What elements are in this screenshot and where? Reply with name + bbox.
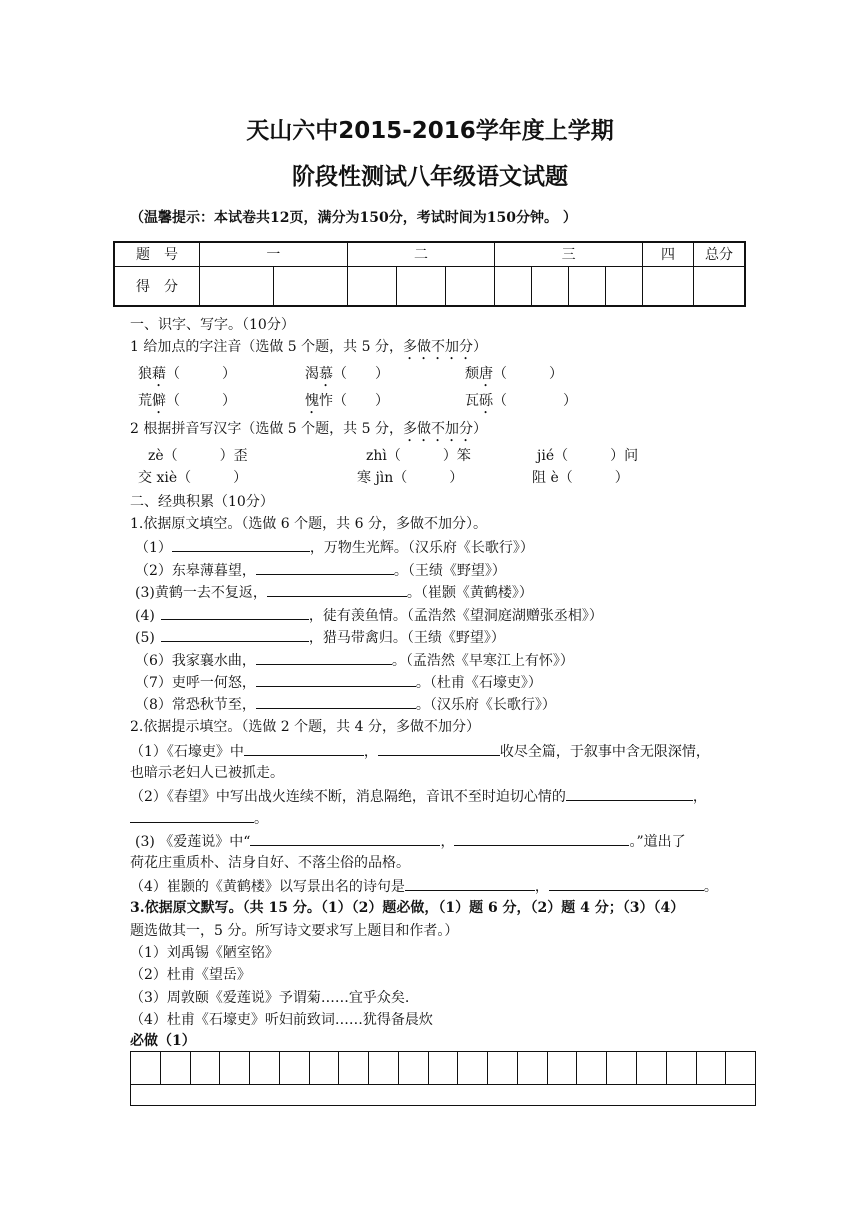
score-cell[interactable] [643, 266, 694, 306]
answer-blank[interactable] [130, 808, 254, 823]
fill-line-2: （2）东皋薄暮望， 。（王绩《野望》） [135, 560, 506, 581]
section2-heading: 二、经典积累（10分） [130, 494, 274, 510]
answer-blank[interactable] [405, 876, 535, 891]
answer-blank[interactable] [454, 831, 629, 846]
grid-cell[interactable] [250, 1052, 280, 1084]
fill-line-7: （7）吏呼一何怒， 。（杜甫《石壕吏》） [135, 672, 542, 693]
answer-blank[interactable] [161, 627, 309, 642]
answer-blank[interactable] [256, 694, 416, 709]
recite-item-4: （4）杜甫《石壕吏》听妇前致词……犹得备晨炊 [130, 1012, 433, 1028]
fill-line-8: （8）常恐秋节至， 。（汉乐府《长歌行》） [135, 694, 556, 715]
writing-grid[interactable] [130, 1051, 756, 1106]
grid-cell[interactable] [399, 1052, 429, 1084]
score-cell[interactable] [347, 266, 396, 306]
pinyin-item-6: 瓦砾（ ） [465, 393, 577, 409]
score-cell[interactable] [569, 266, 606, 306]
hanzi-item-4: 交 xiè（ ） [138, 470, 248, 486]
hanzi-item-3: jié（ ）问 [537, 448, 639, 464]
grid-cell[interactable] [280, 1052, 310, 1084]
answer-blank[interactable] [161, 605, 309, 620]
grid-cell[interactable] [637, 1052, 667, 1084]
grid-cell[interactable] [429, 1052, 459, 1084]
q2-line-5: (3) 《爱莲说》中“ ， 。”道出了 [135, 831, 686, 852]
recite-item-3: （3）周敦颐《爱莲说》予谓菊……宜乎众矣. [130, 990, 410, 1006]
q2-line-3: （2）《春望》中写出战火连续不断，消息隔绝，音讯不至时迫切心情的 ， [130, 786, 707, 807]
score-cell[interactable] [446, 266, 495, 306]
grid-cell[interactable] [518, 1052, 548, 1084]
score-header-total: 总分 [694, 242, 746, 266]
fill-line-4: (4) ，徒有羡鱼情。（孟浩然《望洞庭湖赠张丞相》） [135, 605, 603, 626]
grid-cell[interactable] [161, 1052, 191, 1084]
grid-cell[interactable] [577, 1052, 607, 1084]
q2-line-1: （1）《石壕吏》中 ， 收尽全篇，于叙事中含无限深情， [130, 741, 710, 762]
grid-cell[interactable] [607, 1052, 637, 1084]
answer-blank[interactable] [172, 537, 310, 552]
section1-q1: 1 给加点的字注音（选做 5 个题，共 5 分，多做不加分） [130, 339, 487, 355]
grid-cell[interactable] [220, 1052, 250, 1084]
grid-cell[interactable] [191, 1052, 221, 1084]
score-cell[interactable] [273, 266, 347, 306]
pinyin-item-5: 愧怍（ ） [305, 393, 389, 409]
fill-line-1: （1） ，万物生光辉。（汉乐府《长歌行》） [135, 537, 534, 558]
hanzi-item-6: 阻 è（ ） [532, 470, 629, 486]
score-header-label: 题 号 [114, 242, 200, 266]
grid-cell[interactable] [726, 1052, 755, 1084]
score-cell[interactable] [532, 266, 569, 306]
section1-heading: 一、识字、写字。（10分） [130, 317, 295, 333]
score-header-part1: 一 [200, 242, 348, 266]
answer-blank[interactable] [267, 582, 407, 597]
score-row-label: 得 分 [114, 266, 200, 306]
answer-blank[interactable] [566, 786, 693, 801]
score-header-part3: 三 [495, 242, 643, 266]
q2-line-6: 荷花庄重质朴、洁身自好、不落尘俗的品格。 [130, 855, 410, 871]
fill-line-6: （6）我家襄水曲， 。（孟浩然《早寒江上有怀》） [135, 650, 574, 671]
hanzi-item-2: zhì（ ）笨 [366, 448, 471, 464]
section1-q2: 2 根据拼音写汉字（选做 5 个题，共 5 分，多做不加分） [130, 421, 487, 437]
hanzi-item-5: 寒 jìn（ ） [357, 470, 464, 486]
grid-cell[interactable] [488, 1052, 518, 1084]
must-do-label: 必做（1） [130, 1033, 196, 1049]
answer-blank[interactable] [256, 650, 392, 665]
section2-q2: 2.依据提示填空。（选做 2 个题，共 4 分，多做不加分） [130, 719, 480, 735]
answer-blank[interactable] [250, 831, 440, 846]
grid-cell[interactable] [339, 1052, 369, 1084]
grid-cell[interactable] [697, 1052, 727, 1084]
answer-blank[interactable] [244, 741, 364, 756]
pinyin-item-4: 荒僻（ ） [138, 393, 236, 409]
q2-line-2: 也暗示老妇人已被抓走。 [130, 765, 284, 781]
recite-item-2: （2）杜甫《望岳》 [130, 967, 251, 983]
score-header-part2: 二 [347, 242, 495, 266]
answer-blank[interactable] [256, 672, 416, 687]
recite-item-1: （1）刘禹锡《陋室铭》 [130, 945, 279, 961]
pinyin-item-1: 狼藉（ ） [138, 366, 236, 382]
fill-line-3: (3)黄鹤一去不复返， 。（崔颢《黄鹤楼》） [135, 582, 533, 603]
score-cell[interactable] [694, 266, 746, 306]
section2-q3: 3.依据原文默写。（共 15 分。（1）（2）题必做，（1）题 6 分，（2）题 4 分；（3）（4） [130, 900, 685, 916]
fill-line-5: (5) ，猎马带禽归。（王绩《野望》） [135, 627, 505, 648]
hanzi-item-1: zè（ ）歪 [148, 448, 248, 464]
exam-title-line1: 天山六中2015-2016学年度上学期 [246, 118, 614, 144]
grid-cell[interactable] [548, 1052, 578, 1084]
score-cell[interactable] [396, 266, 445, 306]
grid-cell[interactable] [458, 1052, 488, 1084]
score-cell[interactable] [200, 266, 274, 306]
pinyin-item-3: 颓唐（ ） [465, 366, 563, 382]
section2-q3-cont: 题选做其一，5 分。所写诗文要求写上题目和作者。） [130, 923, 459, 939]
score-table [113, 241, 746, 307]
grid-row [131, 1052, 755, 1085]
grid-cell[interactable] [310, 1052, 340, 1084]
q2-line-7: （4）崔颢的《黄鹤楼》以写景出名的诗句是 ， 。 [130, 876, 718, 897]
pinyin-item-2: 渴慕（ ） [305, 366, 389, 382]
exam-title-line2: 阶段性测试八年级语文试题 [292, 164, 568, 190]
score-header-part4: 四 [643, 242, 694, 266]
answer-blank[interactable] [549, 876, 704, 891]
grid-cell[interactable] [131, 1052, 161, 1084]
answer-blank[interactable] [378, 741, 500, 756]
answer-blank[interactable] [256, 560, 394, 575]
score-cell[interactable] [606, 266, 643, 306]
section2-q1: 1.依据原文填空。（选做 6 个题，共 6 分，多做不加分）。 [130, 516, 487, 532]
score-cell[interactable] [495, 266, 532, 306]
grid-cell[interactable] [667, 1052, 697, 1084]
grid-cell[interactable] [369, 1052, 399, 1084]
exam-tip: （温馨提示：本试卷共12页，满分为150分，考试时间为150分钟。 ） [130, 210, 577, 226]
q2-line-4: 。 [130, 808, 268, 829]
